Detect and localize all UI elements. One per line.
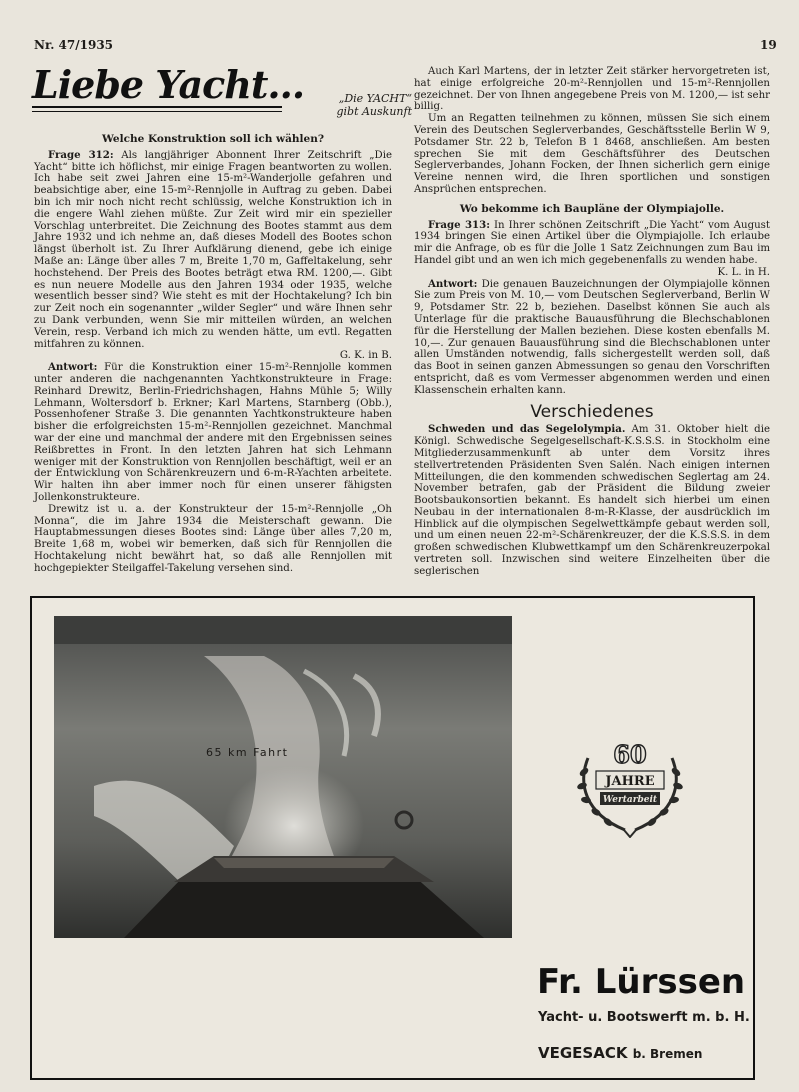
news-item-sweden <box>414 424 770 577</box>
question-313-signature: K. L. in H. <box>717 266 770 278</box>
news-item-text: Am 31. Oktober hielt die Königl. Schwedische Segelgesellschaft-K.S.S.S. in Stockholm eine Mitgliederzusammenkunft ab unter dem Vorsitz ihres stellvertretenden Präsidenten Sven Salén. Nach einigen internen Mitteilungen, die den kommenden schwedischen Seglertag am 24. November betrafen, gab der Präsident die Bildung zweier Bootsbaukonsortien bekannt. Es handelt sich hierbei um einen Neubau in der internationalen 8-m-R-Klasse, der ausdrücklich im Hinblick auf die olympischen Segelwettkämpfe gebaut werden soll, und um einen neuen 22-m²-Schärenkreuzer, der die K.S.S.S. in dem großen schwedischen Klubwettkampf um den Schärenkreuzerpokal vertreten soll. Inzwischen sind weitere Einzelheiten über die seglerischen <box>414 424 770 577</box>
question-312 <box>34 150 392 351</box>
anniversary-badge <box>570 738 690 838</box>
company-location <box>538 1044 702 1062</box>
answer-312-label: Antwort: <box>48 361 98 374</box>
right-column <box>414 66 770 578</box>
masthead-tagline <box>302 92 412 118</box>
answer-312-text: Für die Konstruktion einer 15-m²-Rennjolle kommen unter anderen die nachgenannten Yachtkonstrukteure in Frage: Reinhard Drewitz, Berlin-Friedrichshagen, Hahns Mühle 5; Willy Lehmann, Woltersdorf b. Erkner; Karl Martens, Starnberg (Obb.), Possenhofener Straße 3. Die genannten Yachtkonstrukteure haben bisher die erfolgreichsten 15-m²-Rennjollen gezeichnet. Manchmal war der eine und manchmal der andere mit den Ergebnissen seines Reißbrettes in Front. In den letzten Jahren hat sich Lehmann weniger mit der Konstruktion von Rennjollen beschäftigt, weil er an der Entwicklung von Schärenkreuzern und 6-m-R-Yachten arbeitete. Wir halten ihn aber immer noch für einen unserer fähigsten Jollenkonstrukteure. <box>34 362 392 503</box>
question-312-signature: G. K. in B. <box>339 350 392 362</box>
page-number: 19 <box>760 38 777 52</box>
masthead <box>32 62 412 124</box>
speedboat-photo <box>54 616 512 938</box>
question-312-heading: Welche Konstruktion soll ich wählen? <box>102 133 324 145</box>
answer-312-regatta: Um an Regatten teilnehmen zu können, müssen Sie sich einem Verein des Deutschen Seglerverbandes, Geschäftsstelle Berlin W 9, Potsdamer Str. 22 b, Telefon B 1 8468, anschließen. Am besten sprechen Sie mit dem Geschäftsführer des Deutschen Seglerverbandes, Johann Focken, der Ihnen sicherlich gern einige Vereine nennen wird, die Ihren sportlichen und sonstigen Ansprüchen entsprechen. <box>414 113 770 195</box>
masthead-tagline-line2: gibt Auskunft <box>336 105 412 118</box>
question-313 <box>414 220 770 267</box>
question-312-text: Als langjähriger Abonnent Ihrer Zeitschrift „Die Yacht“ bitte ich höflichst, mir einige Fragen beantworten zu wollen. Ich habe seit zwei Jahren eine 15-m²-Wanderjolle gefahren und beabsichtige aber, eine 15-m²-Rennjolle in Auftrag zu geben. Dabei bin ich mir noch nicht recht schlüssig, welche Konstruktion ich in die engere Wahl ziehen müßte. Zur Zeit wird mir ein spezieller Vorschlag unterbreitet. Die Zeichnung des Bootes stammt aus dem Jahre 1932 und ich nehme an, daß dieses Modell des Bootes schon längst überholt ist. Zu Ihrer Aufklärung dienend, gebe ich einige Maße an: Länge über alles 7 m, Breite 1,70 m, Gaffeltakelung, sehr hochstehend. Der Preis des Bootes beträgt etwa RM. 1200,—. Gibt es nun neuere Modelle aus den Jahren 1934 oder 1935, welche wesentlich besser sind? Wie steht es mit der Hochtakelung? Ich bin zur Zeit noch ein sogenannter „wilder Segler“ und wäre Ihnen sehr zu Dank verbunden, wenn Sie mir mitteilen würden, an welchen Verein, resp. Verband ich mich zu wenden hätte, um evtl. Regatten mitfahren zu können. <box>34 149 392 350</box>
question-312-label: Frage 312: <box>48 148 114 161</box>
badge-number: 60 <box>613 740 647 769</box>
left-column <box>34 132 392 574</box>
answer-312 <box>34 362 392 504</box>
answer-312-continued: Drewitz ist u. a. der Konstrukteur der 15-m²-Rennjolle „Oh Monna“, die im Jahre 1934 die Meisterschaft gewann. Die Hauptabmessungen dieses Bootes sind: Länge über alles 7,20 m, Breite 1,68 m, wobei wir bemerken, daß sich für Rennjollen die Hochtakelung nicht bewährt hat, so daß alle Rennjollen mit hochgepiekter Steilgaffel-Takelung versehen sind. <box>34 503 392 574</box>
answer-313-label: Antwort: <box>428 277 478 290</box>
answer-312-martens: Auch Karl Martens, der in letzter Zeit stärker hervorgetreten ist, hat einige erfolgreiche 20-m²-Rennjollen und 15-m²-Rennjollen gezeichnet. Der von Ihnen angegebene Preis von M. 1200,— ist sehr billig. <box>414 66 770 113</box>
company-name: Fr. Lürssen <box>537 962 746 1002</box>
masthead-rule <box>32 106 282 108</box>
masthead-rule-thin <box>32 111 282 112</box>
badge-word: JAHRE <box>605 774 655 789</box>
answer-313 <box>414 279 770 397</box>
issue-number: Nr. 47/1935 <box>34 38 114 52</box>
company-location-sub: b. Bremen <box>632 1047 703 1061</box>
section-title-verschiedenes: Verschiedenes <box>530 401 654 422</box>
badge-sub: Wertarbeit <box>602 795 658 805</box>
company-location-main: VEGESACK <box>538 1044 628 1062</box>
masthead-tagline-line1: „Die YACHT“ <box>338 92 412 105</box>
speedboat-wake-illustration <box>54 616 512 938</box>
laurel-wreath-icon <box>570 738 690 838</box>
question-313-label: Frage 313: <box>428 218 490 231</box>
masthead-title: Liebe Yacht... <box>32 62 305 107</box>
question-313-text: In Ihrer schönen Zeitschrift „Die Yacht“ vom August 1934 bringen Sie einen Artikel über die Olympiajolle. Ich erlaube mir die Anfrage, ob es für die Jolle 1 Satz Zeichnungen zum Bau im Handel gibt und an wen ich mich gegebenenfalls zu wenden habe. <box>414 219 770 266</box>
company-subtitle: Yacht- u. Bootswerft m. b. H. <box>538 1010 750 1025</box>
answer-313-text: Die genauen Bauzeichnungen der Olympiajolle können Sie zum Preis von M. 10,— vom Deutschen Seglerverband, Berlin W 9, Potsdamer Str. 22 b, beziehen. Daselbst können Sie auch als Unterlage für die praktische Bauausführung die Blechschablonen für die Herstellung der Mallen beziehen. Diese kosten ebenfalls M. 10,—. Zur genauen Bauausführung sind die Blechschablonen unter allen Umständen notwendig, falls sichergestellt werden soll, daß das Boot in seinen ganzen Abmessungen so genau den Vorschriften entspricht, daß es vom Vermesser abgenommen werden und einen Klassenschein erhalten kann. <box>414 278 770 396</box>
photo-caption: 65 km Fahrt <box>206 746 289 759</box>
news-item-label: Schweden und das Segelolympia. <box>428 423 626 436</box>
question-313-heading: Wo bekomme ich Baupläne der Olympiajolle. <box>459 202 725 215</box>
